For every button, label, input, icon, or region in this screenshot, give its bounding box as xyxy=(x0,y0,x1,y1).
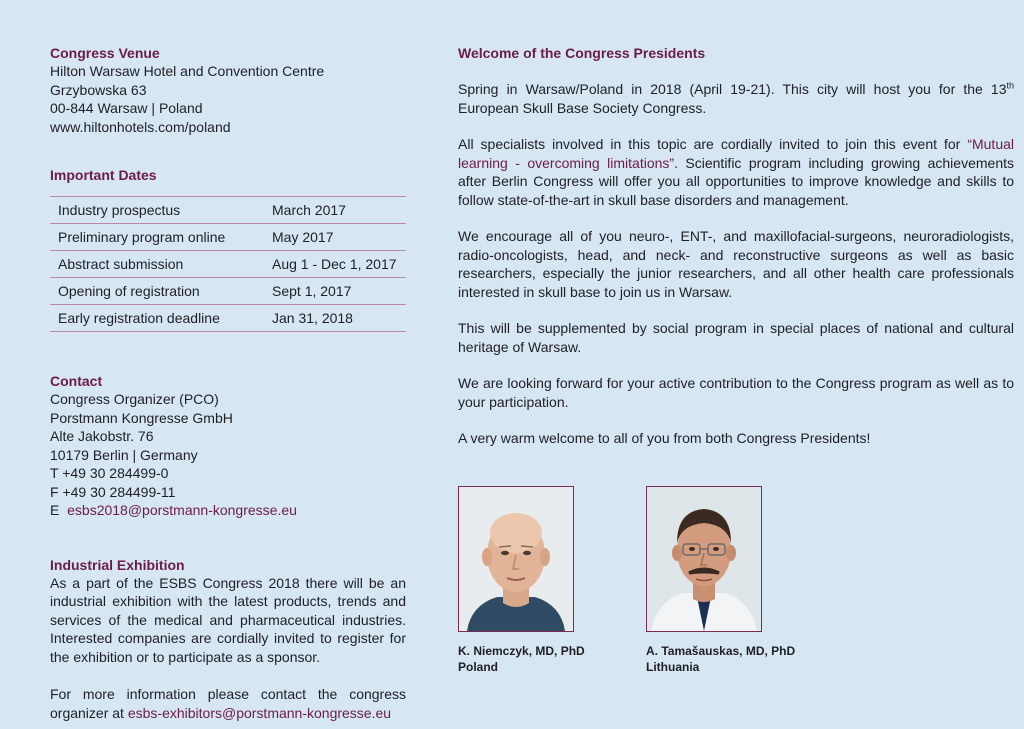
contact-company: Porstmann Kongresse GmbH xyxy=(50,409,233,426)
industrial-more-info xyxy=(50,685,406,722)
venue-name: Hilton Warsaw Hotel and Convention Centre xyxy=(50,63,325,79)
motto-quote: “Mutual learning - overcoming limitations” xyxy=(458,136,1014,171)
table-row xyxy=(50,197,406,224)
welcome-paragraph xyxy=(458,80,1014,117)
president-caption-1 xyxy=(458,643,585,675)
dates-heading: Important Dates xyxy=(50,167,157,183)
president-name: A. Tamašauskas, MD, PhD xyxy=(646,644,796,658)
left-column xyxy=(50,44,406,722)
date-label: Abstract submission xyxy=(50,251,268,278)
welcome-paragraph: This will be supplemented by social program in special places of national and cultural heritage of Warsaw. xyxy=(458,320,1014,355)
contact-email-line xyxy=(50,501,406,520)
date-label: Early registration deadline xyxy=(50,305,268,332)
president-photo-tamasauskas xyxy=(646,486,762,632)
welcome-p1-text-end: European Skull Base Society Congress. xyxy=(458,99,707,116)
welcome-p1-text: Spring in Warsaw/Poland in 2018 (April 19-21). This city will host you for the 13 xyxy=(458,81,1007,97)
industrial-line: As a part of the ESBS Congress 2018 there will be an xyxy=(50,574,406,591)
date-label: Opening of registration xyxy=(50,278,268,305)
contact-email-link[interactable]: esbs2018@porstmann-kongresse.eu xyxy=(67,502,297,518)
industrial-heading: Industrial Exhibition xyxy=(50,556,185,573)
contact-email-prefix: E xyxy=(50,502,68,518)
welcome-paragraph: We are looking forward for your active contribution to the Congress program as well as to your participation. xyxy=(458,375,1014,410)
right-column xyxy=(458,44,1014,448)
presidents-section xyxy=(458,486,878,686)
industrial-line: services of the medical and pharmaceutical industries. xyxy=(50,611,406,628)
contact-organizer: Congress Organizer (PCO) xyxy=(50,391,219,407)
venue-section xyxy=(50,44,406,136)
president-country: Poland xyxy=(458,660,499,674)
important-dates-table xyxy=(50,196,406,332)
contact-details xyxy=(50,390,406,520)
more-info-prefix: organizer at xyxy=(50,704,128,721)
date-label: Preliminary program online xyxy=(50,224,268,251)
date-value: Jan 31, 2018 xyxy=(268,305,406,332)
venue-street: Grzybowska 63 xyxy=(50,81,147,98)
more-info-line: For more information please contact the congress xyxy=(50,686,406,702)
table-row xyxy=(50,224,406,251)
welcome-paragraph xyxy=(458,135,1014,209)
ordinal-suffix: th xyxy=(1006,80,1014,91)
table-row xyxy=(50,305,406,332)
date-value: March 2017 xyxy=(268,197,406,224)
venue-address xyxy=(50,62,406,136)
industrial-text xyxy=(50,574,406,667)
date-value: Sept 1, 2017 xyxy=(268,278,406,305)
contact-heading: Contact xyxy=(50,373,103,389)
exhibitors-email-link[interactable]: esbs-exhibitors@porstmann-kongresse.eu xyxy=(127,704,392,721)
venue-website-link[interactable]: www.hiltonhotels.com/poland xyxy=(50,118,231,135)
president-caption-2 xyxy=(646,643,795,675)
industrial-line: Interested companies are cordially invited to register for xyxy=(50,630,406,646)
more-info-line xyxy=(50,704,406,723)
welcome-p2-text-end: . Scientific program including growing achievements after Berlin Congress will offer you all opportunities to improve knowledge and skills to follow state-of-the-art in skull base disorders and management. xyxy=(458,154,1014,208)
president-photo-niemczyk xyxy=(458,486,574,632)
date-value: May 2017 xyxy=(268,224,406,251)
date-value: Aug 1 - Dec 1, 2017 xyxy=(268,251,406,278)
venue-city: 00-844 Warsaw | Poland xyxy=(50,100,203,116)
table-row xyxy=(50,251,406,278)
contact-phone: T +49 30 284499-0 xyxy=(50,465,169,481)
contact-fax: F +49 30 284499-11 xyxy=(50,483,176,500)
table-row xyxy=(50,278,406,305)
welcome-paragraph: A very warm welcome to all of you from both Congress Presidents! xyxy=(458,430,871,446)
welcome-heading: Welcome of the Congress Presidents xyxy=(458,45,706,61)
welcome-p2-text: All specialists involved in this topic are cordially invited to join this event for xyxy=(458,136,968,152)
president-name: K. Niemczyk, MD, PhD xyxy=(458,644,585,658)
venue-heading: Congress Venue xyxy=(50,45,160,61)
contact-city: 10179 Berlin | Germany xyxy=(50,446,198,463)
president-country: Lithuania xyxy=(646,660,700,674)
welcome-paragraph: We encourage all of you neuro-, ENT-, and maxillofacial-surgeons, neuroradiologists, radio-oncologists, head, and neck- and reconstructive surgeons as well as basic researchers, especially the junior researchers, and all other health care professionals interested in skull base to join us in Warsaw. xyxy=(458,228,1014,300)
industrial-line: the exhibition or to participate as a sponsor. xyxy=(50,648,321,665)
industrial-line: industrial exhibition with the latest products, trends and xyxy=(50,593,406,609)
contact-street: Alte Jakobstr. 76 xyxy=(50,428,154,444)
date-label: Industry prospectus xyxy=(50,197,268,224)
